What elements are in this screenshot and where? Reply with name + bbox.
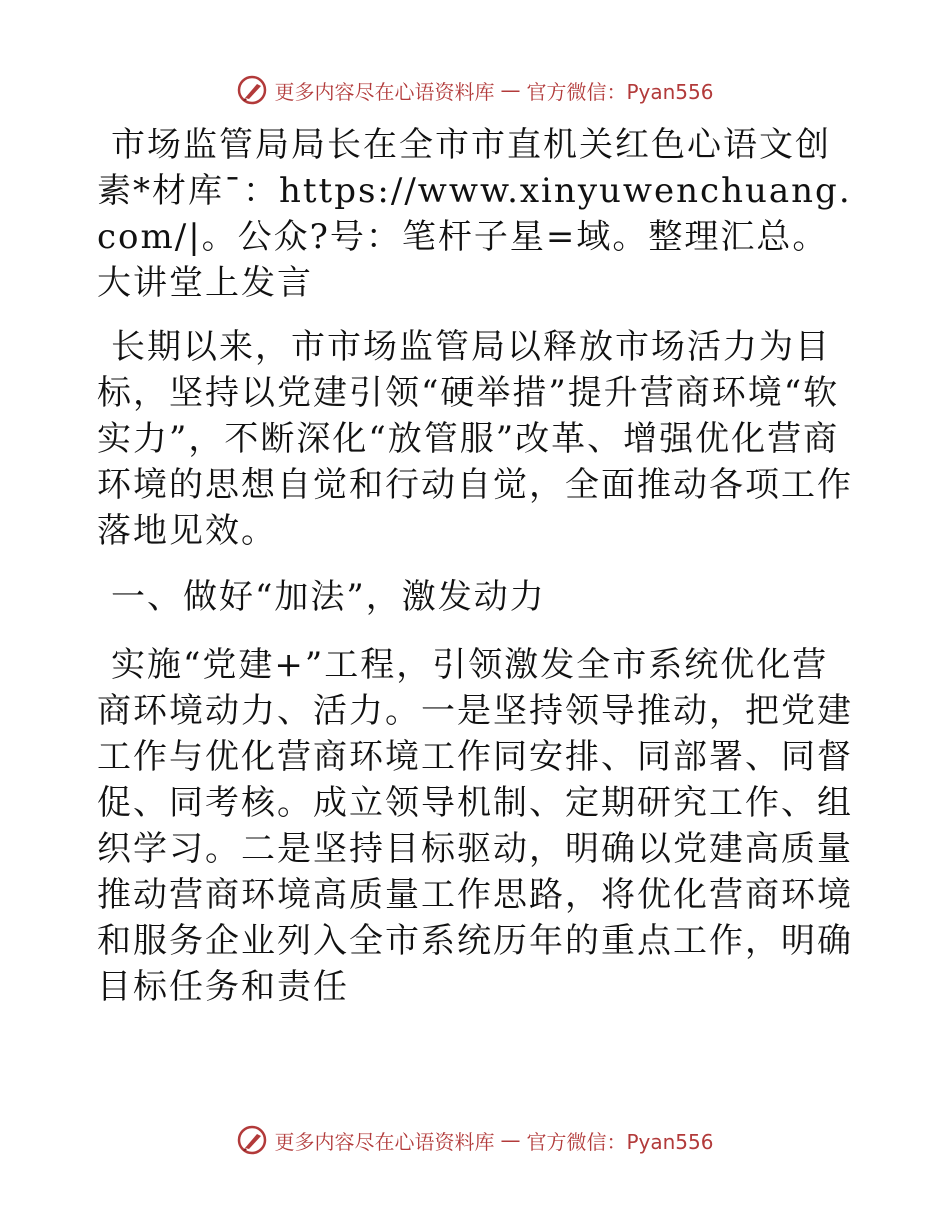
footer-watermark-banner [0, 1120, 950, 1160]
watermark-separator: — [500, 1128, 521, 1152]
watermark-content [236, 1124, 713, 1156]
watermark-text: 更多内容尽在心语资料库 [274, 79, 495, 104]
watermark-text: 更多内容尽在心语资料库 [274, 1129, 495, 1154]
header-watermark-banner [0, 70, 950, 110]
section-heading: 一、做好“加法”，激发动力 [111, 577, 546, 617]
pen-nib-circle-icon [236, 74, 268, 106]
body-paragraph: 实施“党建+”工程，引领激发全市系统优化营商环境动力、活力。一是坚持领导推动，把党建工作与优化营商环境工作同安排、同部署、同督促、同考核。成立领导机制、定期研究工作、组织学习。二是坚持目标驱动，明确以党建高质量推动营商环境高质量工作思路，将优化营商环境和服务企业列入全市系统历年的重点工作，明确目标任务和责任 [97, 645, 853, 1007]
document-title-paragraph: 市场监管局局长在全市市直机关红色心语文创素*材库¯：https://www.xinyuwenchuang.com/|。公众?号：笔杆子星=域。整理汇总。大讲堂上发言 [97, 125, 852, 303]
watermark-separator: — [500, 78, 521, 102]
watermark-content [236, 74, 713, 106]
pen-nib-circle-icon [236, 1124, 268, 1156]
watermark-wechat: 官方微信：Pyan556 [526, 1129, 714, 1154]
document-body [97, 122, 853, 1010]
intro-paragraph: 长期以来，市市场监管局以释放市场活力为目标，坚持以党建引领“硬举措”提升营商环境“软实力”，不断深化“放管服”改革、增强优化营商环境的思想自觉和行动自觉，全面推动各项工作落地见效。 [97, 327, 853, 551]
watermark-wechat: 官方微信：Pyan556 [526, 79, 714, 104]
